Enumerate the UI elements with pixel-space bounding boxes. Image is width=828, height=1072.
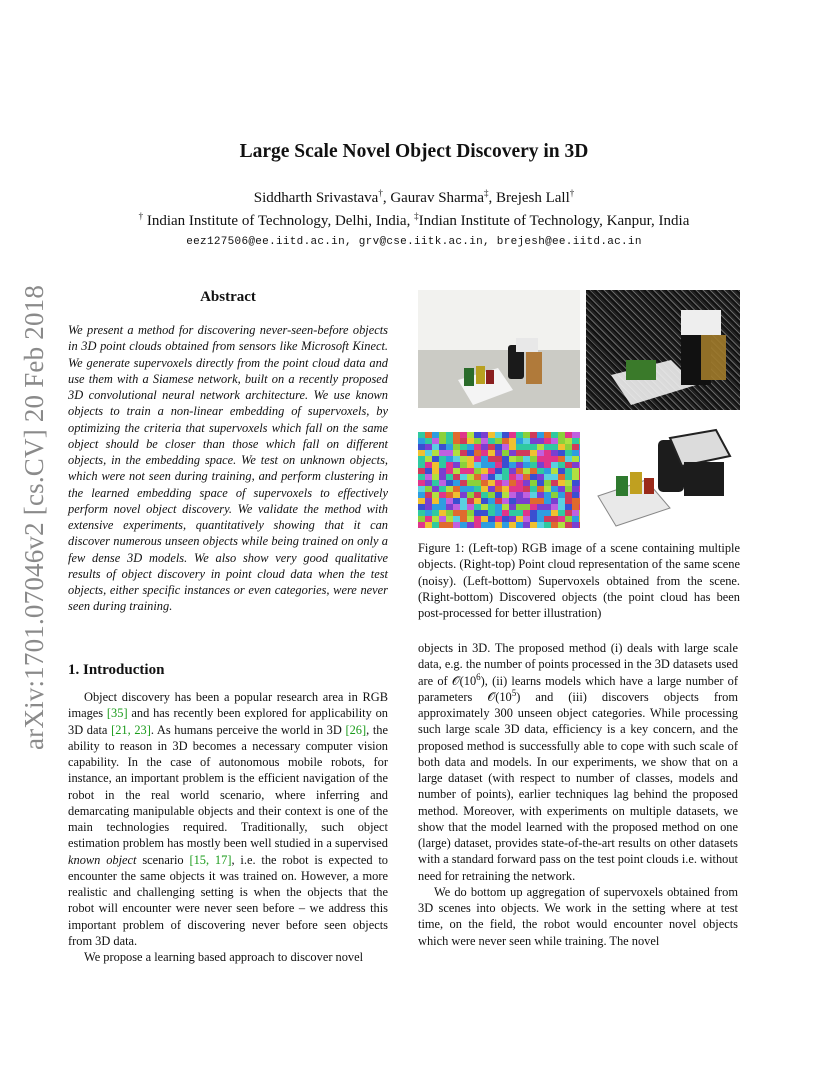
affiliation-1: Indian Institute of Technology, Delhi, India, [143,213,415,229]
supervoxels-image [418,432,580,528]
math-expression: 𝒪(10 [487,689,512,704]
math-expression: 𝒪(10 [451,673,477,688]
author-emails: eez127506@ee.iitd.ac.in, grv@cse.iitk.ac.in, brejesh@ee.iitd.ac.in [186,236,642,248]
citation-link[interactable]: [15, 17] [189,852,232,867]
text-run: scenario [136,852,190,867]
arxiv-stamp: arXiv:1701.07046v2 [cs.CV] 20 Feb 2018 [19,284,49,750]
math-exponent: 6 [476,671,481,682]
citation-link[interactable]: [21, 23] [111,722,151,737]
math-exponent: 5 [511,687,517,698]
affiliation-mark: † [569,188,575,198]
affiliation-mark: ‡ [414,211,419,221]
citation-link[interactable]: [26] [345,722,367,737]
paragraph: We do bottom up aggregation of supervoxels obtained from 3D scenes into objects. We work in the setting where at test time, on the field, the robot would encounter novel objects which were never seen while training. The novel [418,884,738,948]
text-run: and has recently been explored for applicability on 3D data [68,706,388,737]
author-name: Siddharth Srivastava [253,190,379,206]
figure-1 [418,290,740,532]
author-name: Brejesh Lall [496,190,570,206]
affiliation-2: Indian Institute of Technology, Kanpur, India [418,213,690,229]
text-run: ) and (iii) discovers objects from approximately 300 unseen object categories. While processing such large scale 3D data, efficiency is a key concern, and the proposed method is successfully able to cope with such scale of both data and models. In our experiments, we show that on a large dataset (with respect to number of classes, models and number of points), earlier techniques lag behind the proposed method. Moreover, with experiments on multiple datasets, we show that the model learned with the proposed method on one (large) dataset, provides state-of-the-art results on other datasets with a standard forward pass on the test point clouds i.e. without need for retraining the network. [418,689,738,883]
affiliation-mark: † [378,188,383,198]
text-run: . As humans perceive the world in 3D [150,722,346,737]
paragraph: We propose a learning based approach to discover novel [84,950,364,964]
right-column [418,640,738,949]
paragraph [418,640,738,884]
section-heading: 1. Introduction [68,662,165,678]
paper-title: Large Scale Novel Object Discovery in 3D [239,141,589,162]
discovered-objects-image [586,418,740,530]
author-name: Gaurav Sharma [390,190,485,206]
paragraph [68,689,388,949]
affiliation-mark: † [138,211,144,221]
affiliations [0,213,828,230]
left-column [68,689,388,965]
rgb-scene-image [418,290,580,408]
figure-caption: Figure 1: (Left-top) RGB image of a scene containing multiple objects. (Right-top) Point cloud representation of the same scene (noisy). (Left-bottom) Supervoxels obtained from the scene. (Right-bottom) Discovered objects (the point cloud has been post-processed for better illustration) [418,541,740,620]
emphasis: known object [68,852,137,867]
text-run: objects in 3D. The proposed method (i) deals with large scale data, e.g. the number of points processed in the 3D datasets used are of [418,641,739,688]
text-run: , i.e. the robot is expected to encounter the same objects it was trained on. However, a more realistic and challenging setting is when the objects that the robot will encounter were never seen before – we address this important problem of discovering never before seen objects from 3D data. [68,852,388,948]
point-cloud-image [586,290,740,410]
abstract-text: We present a method for discovering never-seen-before objects in 3D point clouds obtained from sensors like Microsoft Kinect. We generate supervoxels directly from the point cloud data and use them with a Siamese network, built on a recently proposed 3D convolutional neural network architecture. We use known objects to train a non-linear embedding of supervoxels, by optimizing the criteria that supervoxels which fall on the same object should be closer than those which fall on different objects, in the embedding space. We test on unknown objects, which were not seen during training, and perform clustering in the learned embedding space of supervoxels to effectively perform novel object discovery. We validate the method with extensive experiments, quantitatively showing that it can discover numerous unseen objects while being trained on only a few dense 3D models. We also show very good qualitative results of object discovery in point cloud data when the test objects, either specific instances or even categories, were never seen during training. [68,323,388,614]
text-run: , the ability to reason in 3D becomes a necessary computer vision capability. In the case of autonomous mobile robots, for instance, an important problem is the efficient navigation of the robot in the real world scenario, where inferring and demarcating manipulable objects and their context is one of the main technologies required. Traditionally, such object estimation problem has mostly been well studied in a supervised [68,722,388,851]
text-run: ), (ii) learns models which have a large number of parameters [418,673,738,704]
affiliation-mark: ‡ [484,188,489,198]
author-list: Siddharth Srivastava†, Gaurav Sharma‡, Brejesh Lall† [253,188,575,206]
citation-link[interactable]: [35] [106,706,128,721]
abstract-heading: Abstract [200,289,256,305]
text-run: Object discovery has been a popular research area in RGB images [68,690,388,721]
